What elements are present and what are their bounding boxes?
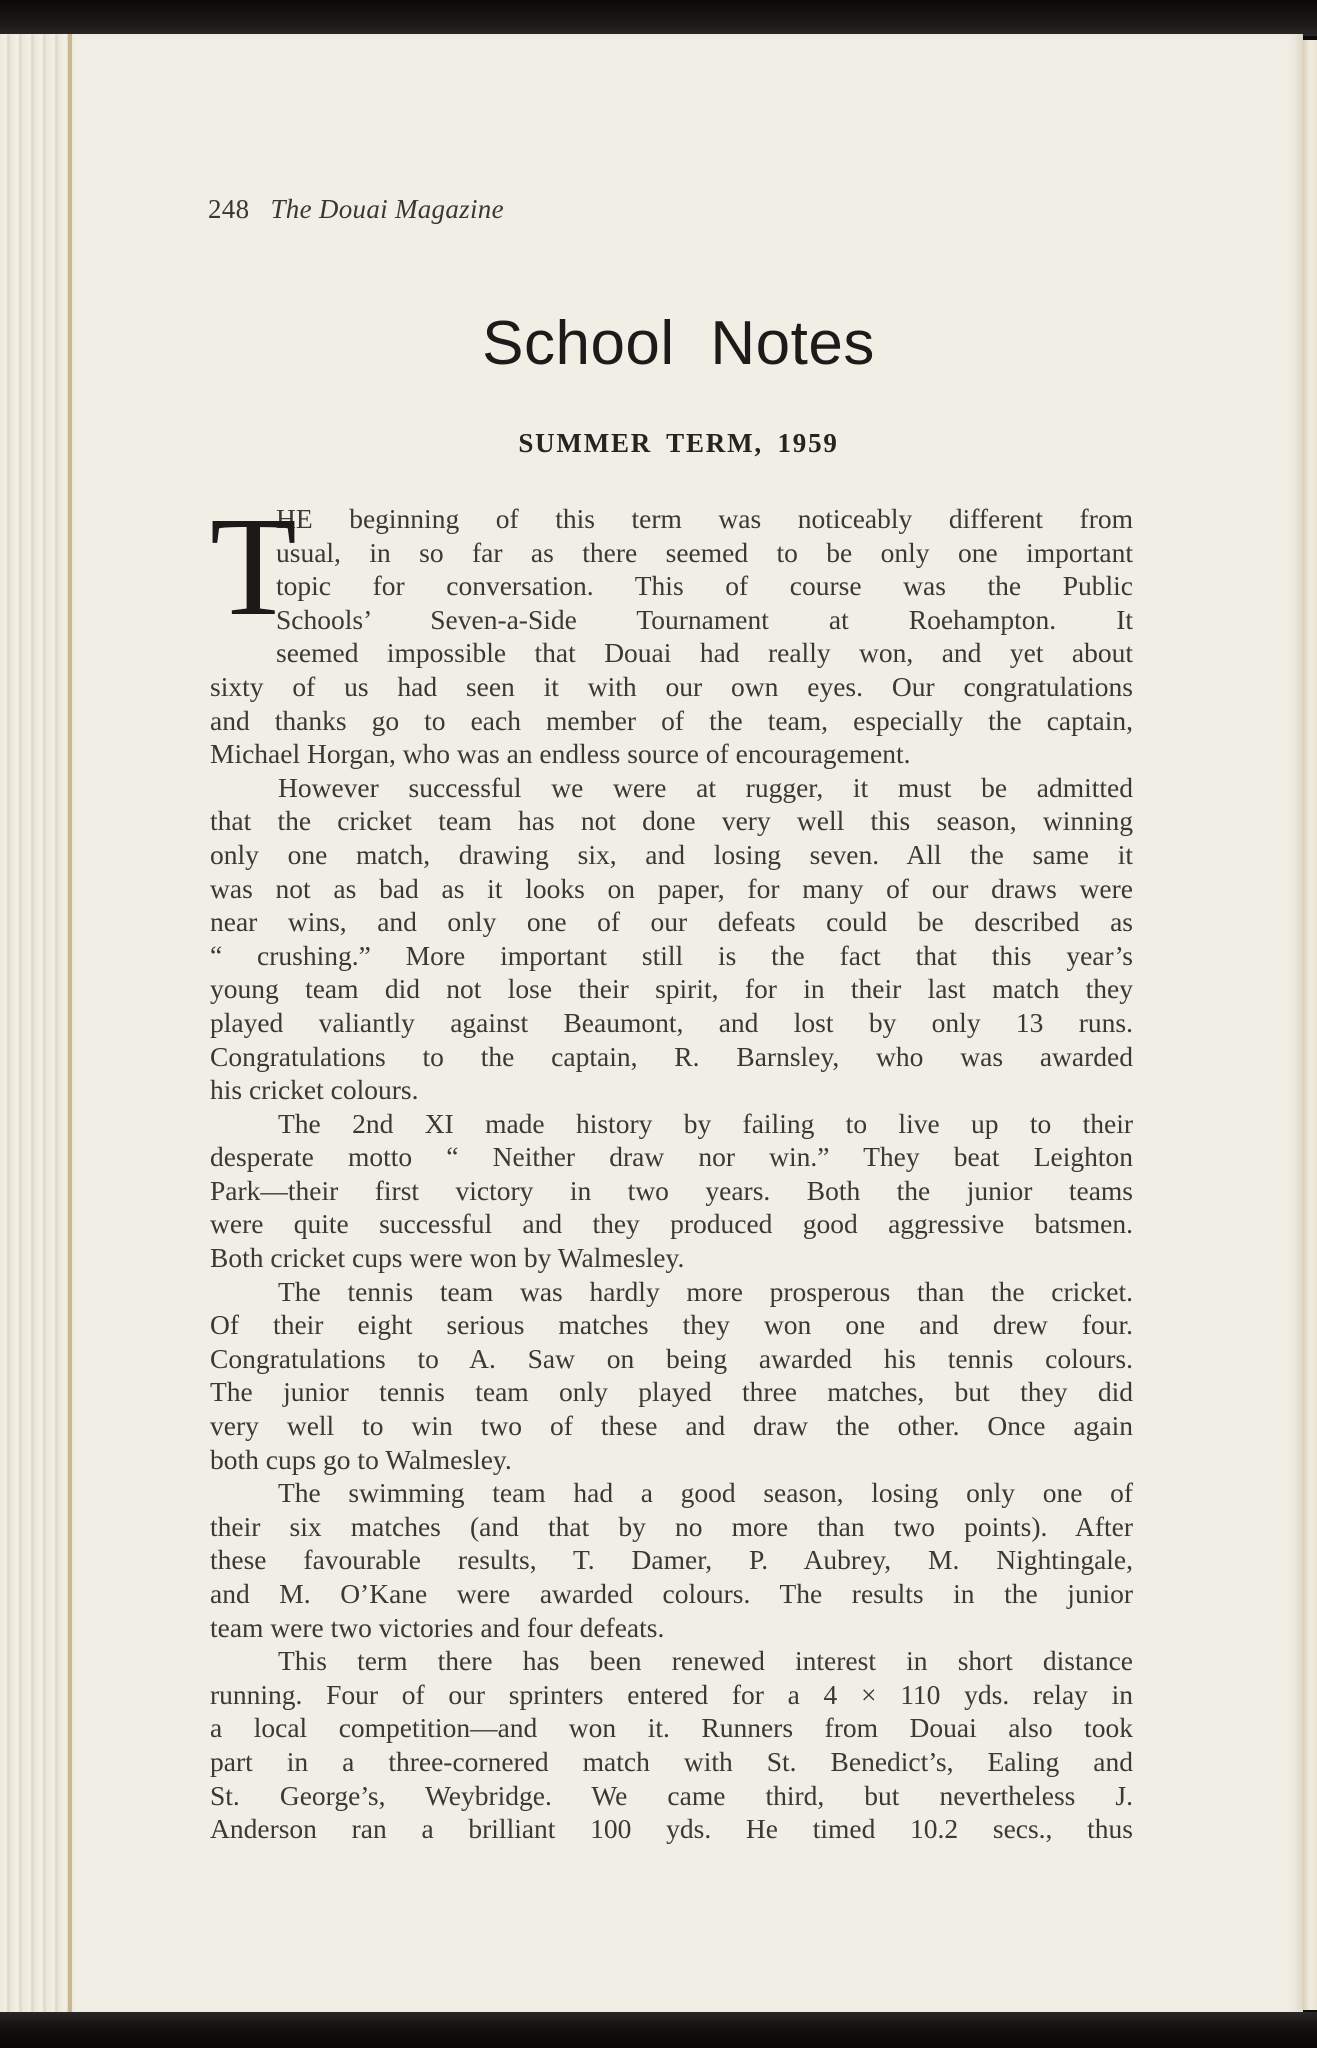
- text-line: The tennis team was hardly more prosperous than the cricket.: [278, 1275, 1133, 1307]
- book-cover-top: [0, 0, 1317, 36]
- text-line: desperate motto “ Neither draw nor win.” They beat Leighton: [210, 1141, 1133, 1173]
- text-line: HE beginning of this term was noticeably different from: [276, 503, 1133, 534]
- text-line: St. George’s, Weybridge. We came third, but nevertheless J.: [210, 1779, 1133, 1811]
- text-line: very well to win two of these and draw the other. Once again: [210, 1410, 1133, 1442]
- text-line: Congratulations to A. Saw on being awarded his tennis colours.: [210, 1342, 1133, 1374]
- text-line: these favourable results, T. Damer, P. Aubrey, M. Nightingale,: [210, 1544, 1133, 1576]
- page-number: 248: [208, 194, 250, 224]
- text-line: Both cricket cups were won by Walmesley.: [210, 1242, 685, 1274]
- text-line: Park—their first victory in two years. Both the junior teams: [210, 1174, 1133, 1206]
- text-line: “ crushing.” More important still is the fact that this year’s: [210, 939, 1133, 971]
- text-line: Schools’ Seven-a-Side Tournament at Roehampton. It: [276, 603, 1133, 635]
- text-line: Of their eight serious matches they won one and drew four.: [210, 1309, 1133, 1341]
- text-line: Anderson ran a brilliant 100 yds. He timed 10.2 secs., thus: [210, 1813, 1133, 1845]
- text-line: sixty of us had seen it with our own eyes. Our congratulations: [210, 670, 1133, 702]
- article-subtitle: SUMMER TERM, 1959: [518, 428, 839, 458]
- text-line: near wins, and only one of our defeats could be described as: [210, 906, 1133, 938]
- text-line: Congratulations to the captain, R. Barnsley, who was awarded: [210, 1040, 1133, 1072]
- text-line: that the cricket team has not done very well this season, winning: [210, 805, 1133, 837]
- book-cover-bottom: [0, 2012, 1317, 2048]
- text-line: were quite successful and they produced good aggressive batsmen.: [210, 1208, 1133, 1240]
- text-line: and M. O’Kane were awarded colours. The results in the junior: [210, 1578, 1133, 1609]
- magazine-title: The Douai Magazine: [270, 194, 504, 224]
- text-line: his cricket colours.: [210, 1074, 419, 1106]
- text-line: seemed impossible that Douai had really won, and yet about: [276, 637, 1133, 669]
- text-line: only one match, drawing six, and losing seven. All the same it: [210, 838, 1133, 870]
- text-line: Michael Horgan, who was an endless source of encouragement.: [210, 738, 911, 770]
- text-line: team were two victories and four defeats.: [210, 1611, 665, 1643]
- article-title: School Notes: [482, 309, 875, 378]
- article-body: [210, 487, 1133, 1846]
- text-line: usual, in so far as there seemed to be only one important: [276, 536, 1133, 568]
- text-line: topic for conversation. This of course was the Public: [276, 570, 1133, 602]
- running-head: [208, 194, 504, 225]
- text-line: a local competition—and won it. Runners from Douai also took: [210, 1712, 1133, 1744]
- text-line: both cups go to Walmesley.: [210, 1443, 512, 1475]
- text-line: running. Four of our sprinters entered for a 4 × 110 yds. relay in: [210, 1678, 1133, 1710]
- text-line: part in a three-cornered match with St. Benedict’s, Ealing and: [210, 1745, 1133, 1777]
- text-line: young team did not lose their spirit, for in their last match they: [210, 973, 1133, 1005]
- text-line: played valiantly against Beaumont, and lost by only 13 runs.: [210, 1006, 1133, 1038]
- text-line: However successful we were at rugger, it must be admitted: [278, 771, 1133, 803]
- text-line: was not as bad as it looks on paper, for many of our draws were: [210, 872, 1133, 904]
- text-line: their six matches (and that by no more than two points). After: [210, 1510, 1133, 1542]
- text-line: The 2nd XI made history by failing to live up to their: [278, 1107, 1133, 1139]
- drop-cap: T: [210, 487, 297, 645]
- text-line: This term there has been renewed interest in short distance: [278, 1645, 1133, 1677]
- text-line: and thanks go to each member of the team, especially the captain,: [210, 704, 1133, 736]
- text-line: The junior tennis team only played three matches, but they did: [210, 1376, 1133, 1408]
- text-line: The swimming team had a good season, losing only one of: [278, 1477, 1133, 1509]
